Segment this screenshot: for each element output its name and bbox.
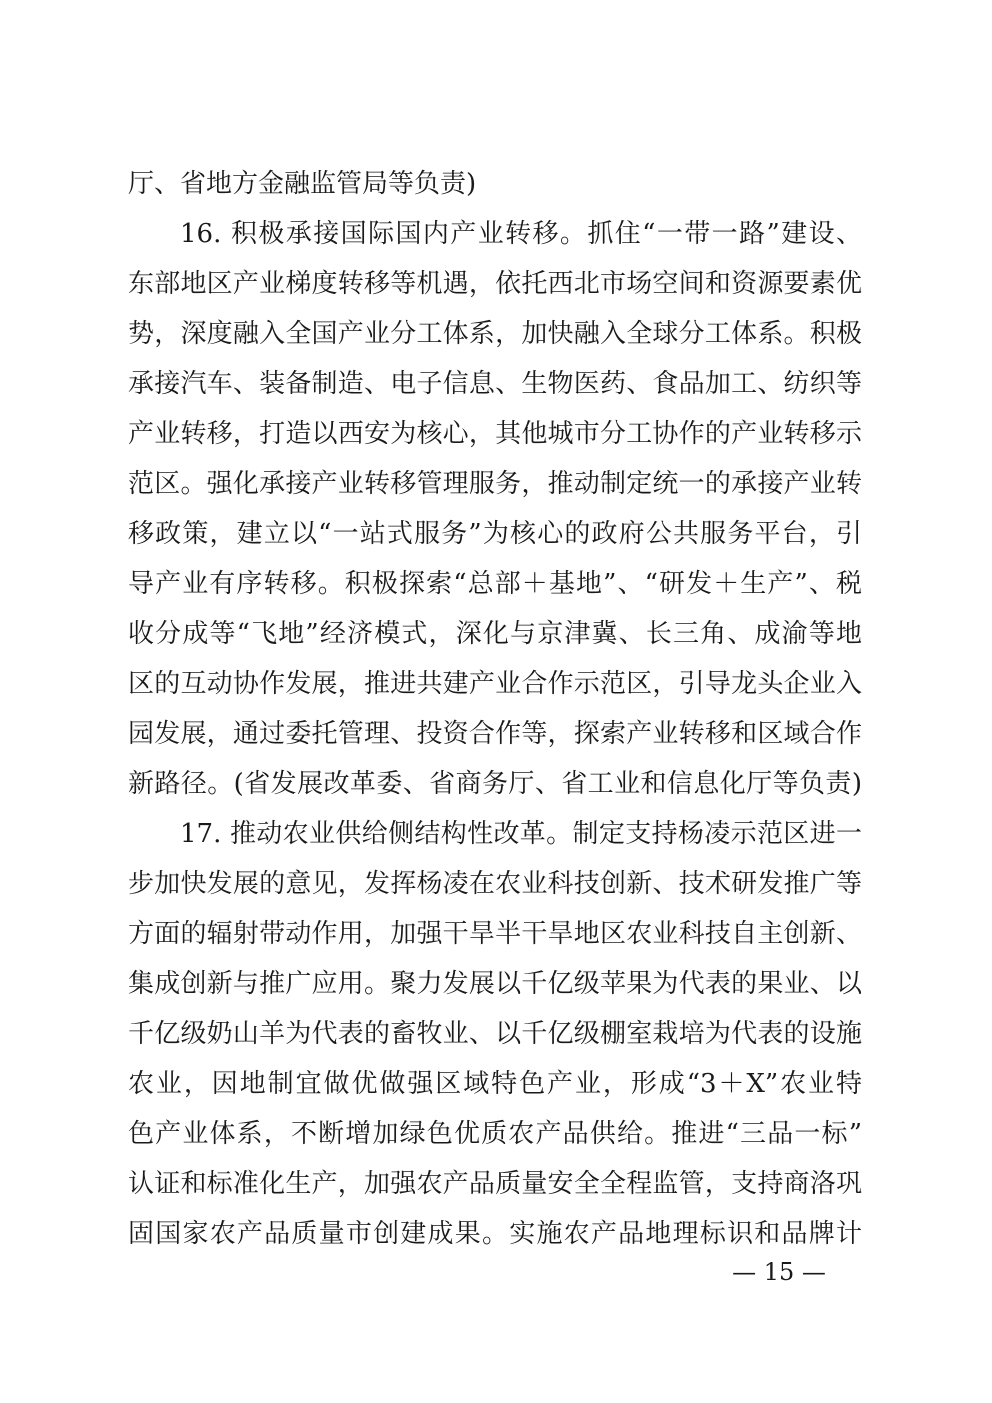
text-line: 收分成等“飞地”经济模式，深化与京津冀、长三角、成渝等地: [128, 619, 862, 649]
text-line: 势，深度融入全国产业分工体系，加快融入全球分工体系。积极: [128, 319, 862, 349]
text-line: 步加快发展的意见，发挥杨凌在农业科技创新、技术研发推广等: [128, 869, 862, 899]
text-line: 区的互动协作发展，推进共建产业合作示范区，引导龙头企业入: [128, 669, 862, 699]
text-line: 集成创新与推广应用。聚力发展以千亿级苹果为代表的果业、以: [128, 969, 862, 999]
text-line: 东部地区产业梯度转移等机遇，依托西北市场空间和资源要素优: [128, 269, 862, 299]
text-line: 固国家农产品质量市创建成果。实施农产品地理标识和品牌计: [128, 1219, 862, 1249]
page-number: — 15 —: [732, 1258, 826, 1286]
text-line: 千亿级奶山羊为代表的畜牧业、以千亿级棚室栽培为代表的设施: [128, 1019, 862, 1049]
text-line: 园发展，通过委托管理、投资合作等，探索产业转移和区域合作: [128, 719, 862, 749]
text-line: 17. 推动农业供给侧结构性改革。制定支持杨凌示范区进一: [180, 819, 862, 849]
text-line: 承接汽车、装备制造、电子信息、生物医药、食品加工、纺织等: [128, 369, 862, 399]
text-line: 方面的辐射带动作用，加强干旱半干旱地区农业科技自主创新、: [128, 919, 862, 949]
text-line: 导产业有序转移。积极探索“总部＋基地”、“研发＋生产”、税: [128, 569, 862, 599]
text-line: 新路径。(省发展改革委、省商务厅、省工业和信息化厅等负责): [128, 769, 862, 799]
text-line: 农业，因地制宜做优做强区域特色产业，形成“3＋X”农业特: [128, 1069, 862, 1099]
text-line: 产业转移，打造以西安为核心，其他城市分工协作的产业转移示: [128, 419, 862, 449]
text-line: 认证和标准化生产，加强农产品质量安全全程监管，支持商洛巩: [128, 1169, 862, 1199]
text-line: 16. 积极承接国际国内产业转移。抓住“一带一路”建设、: [180, 219, 862, 249]
text-line: 移政策，建立以“一站式服务”为核心的政府公共服务平台，引: [128, 519, 862, 549]
text-line: 色产业体系，不断增加绿色优质农产品供给。推进“三品一标”: [128, 1119, 862, 1149]
text-line: 厅、省地方金融监管局等负责): [128, 169, 477, 199]
text-line: 范区。强化承接产业转移管理服务，推动制定统一的承接产业转: [128, 469, 862, 499]
